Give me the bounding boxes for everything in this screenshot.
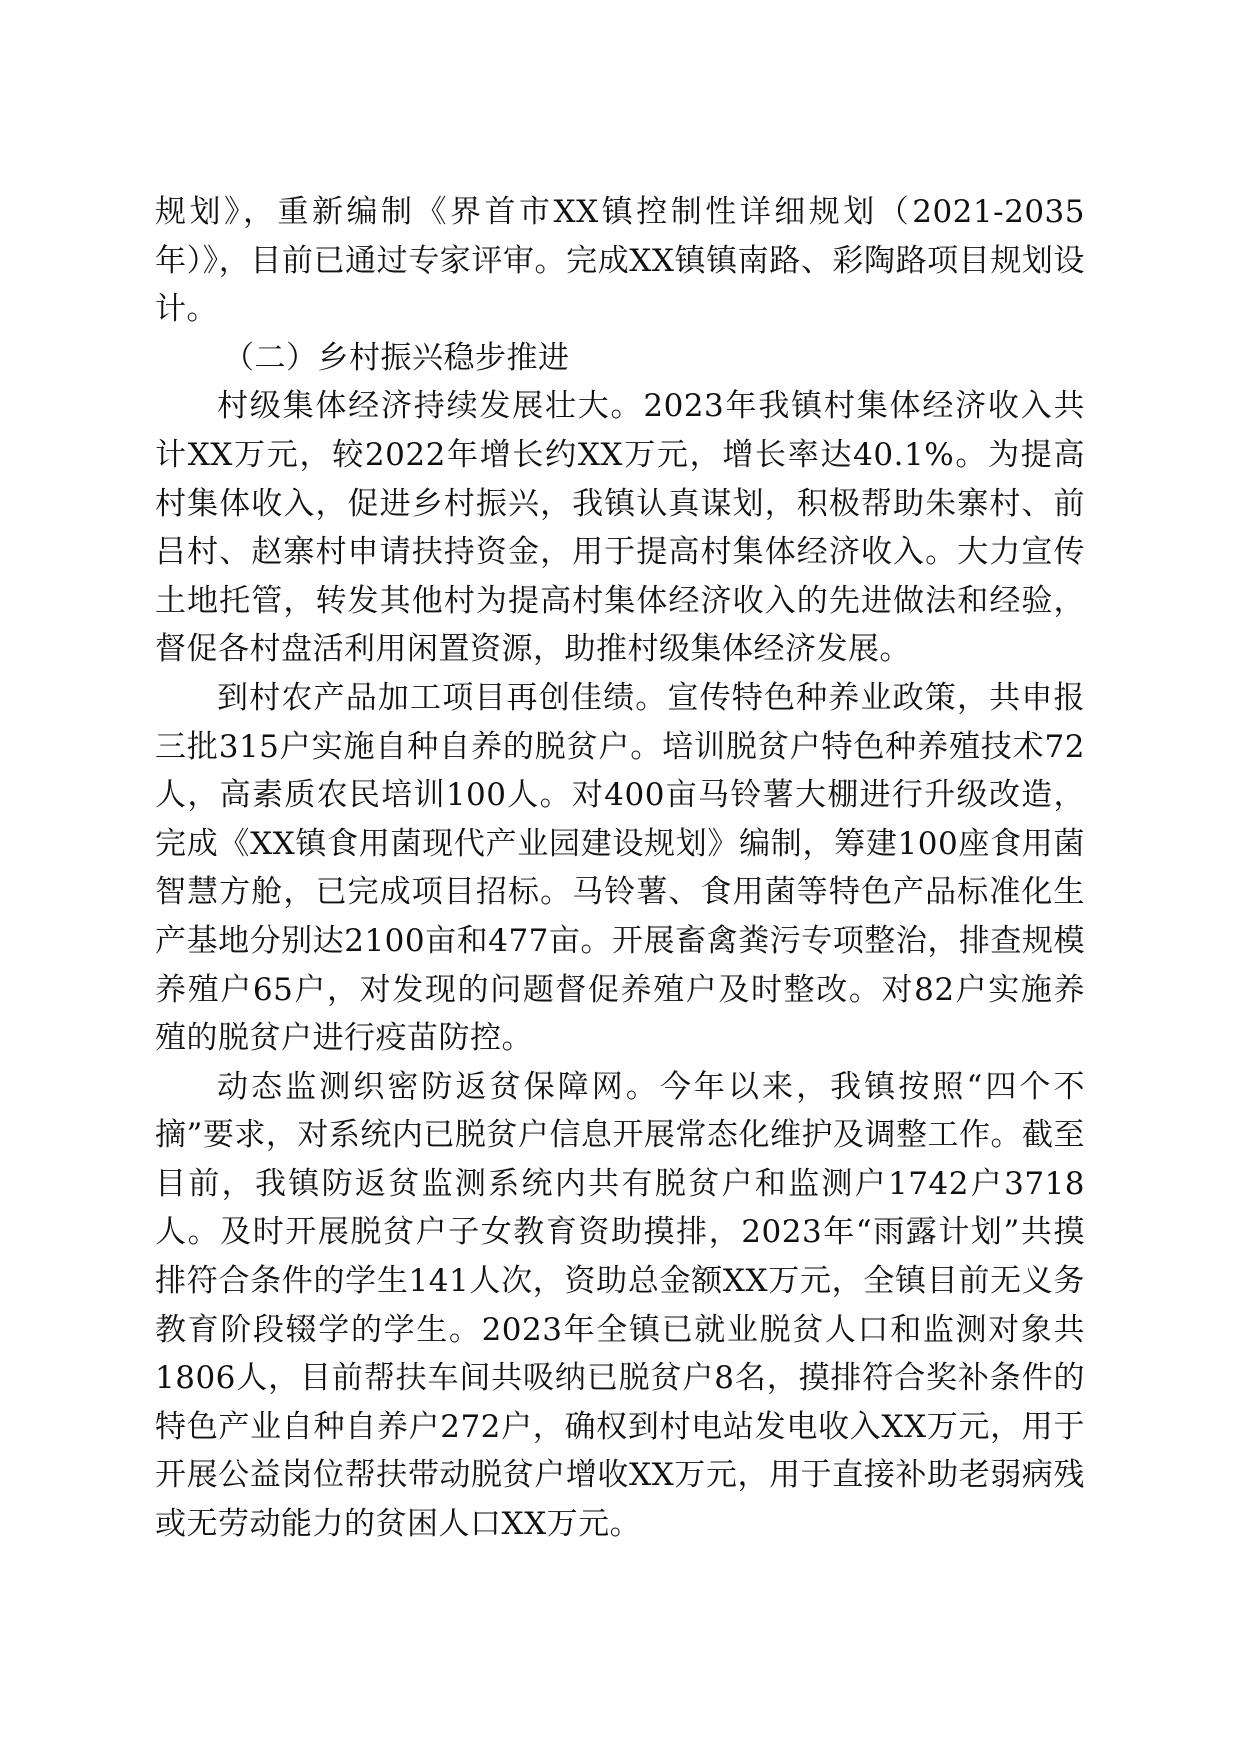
paragraph-continuation: 规划》，重新编制《界首市XX镇控制性详细规划（2021-2035年）》，目前已通过专家评审。完成XX镇镇南路、彩陶路项目规划设计。 [155, 194, 1085, 328]
paragraph-village-economy: 村级集体经济持续发展壮大。2023年我镇村集体经济收入共计XX万元，较2022年增长约XX万元，增长率达40.1%。为提高村集体收入，促进乡村振兴，我镇认真谋划，积极帮助朱寨村、前吕村、赵寨村申请扶持资金，用于提高村集体经济收入。大力宣传土地托管，转发其他村为提高村集体经济收入的先进做法和经验，督促各村盘活利用闲置资源，助推村级集体经济发展。 [155, 388, 1085, 668]
paragraph-poverty-monitoring: 动态监测织密防返贫保障网。今年以来，我镇按照“四个不摘”要求，对系统内已脱贫户信息开展常态化维护及调整工作。截至目前，我镇防返贫监测系统内共有脱贫户和监测户1742户3718人。及时开展脱贫户子女教育资助摸排，2023年“雨露计划”共摸排符合条件的学生141人次，资助总金额XX万元，全镇目前无义务教育阶段辍学的学生。2023年全镇已就业脱贫人口和监测对象共1806人，目前帮扶车间共吸纳已脱贫户8名，摸排符合奖补条件的特色产业自种自养户272户，确权到村电站发电收入XX万元，用于开展公益岗位帮扶带动脱贫户增收XX万元，用于直接补助老弱病残或无劳动能力的贫困人口XX万元。 [155, 1068, 1085, 1543]
section-heading: （二）乡村振兴稳步推进 [223, 339, 570, 376]
paragraph-agri-processing: 到村农产品加工项目再创佳绩。宣传特色种养业政策，共申报三批315户实施自种自养的脱贫户。培训脱贫户特色种养殖技术72人，高素质农民培训100人。对400亩马铃薯大棚进行升级改造，完成《XX镇食用菌现代产业园建设规划》编制，筹建100座食用菌智慧方舱，已完成项目招标。马铃薯、食用菌等特色产品标准化生产基地分别达2100亩和477亩。开展畜禽粪污专项整治，排查规模养殖户65户，对发现的问题督促养殖户及时整改。对82户实施养殖的脱贫户进行疫苗防控。 [155, 679, 1085, 1057]
document-page [155, 188, 1085, 1549]
